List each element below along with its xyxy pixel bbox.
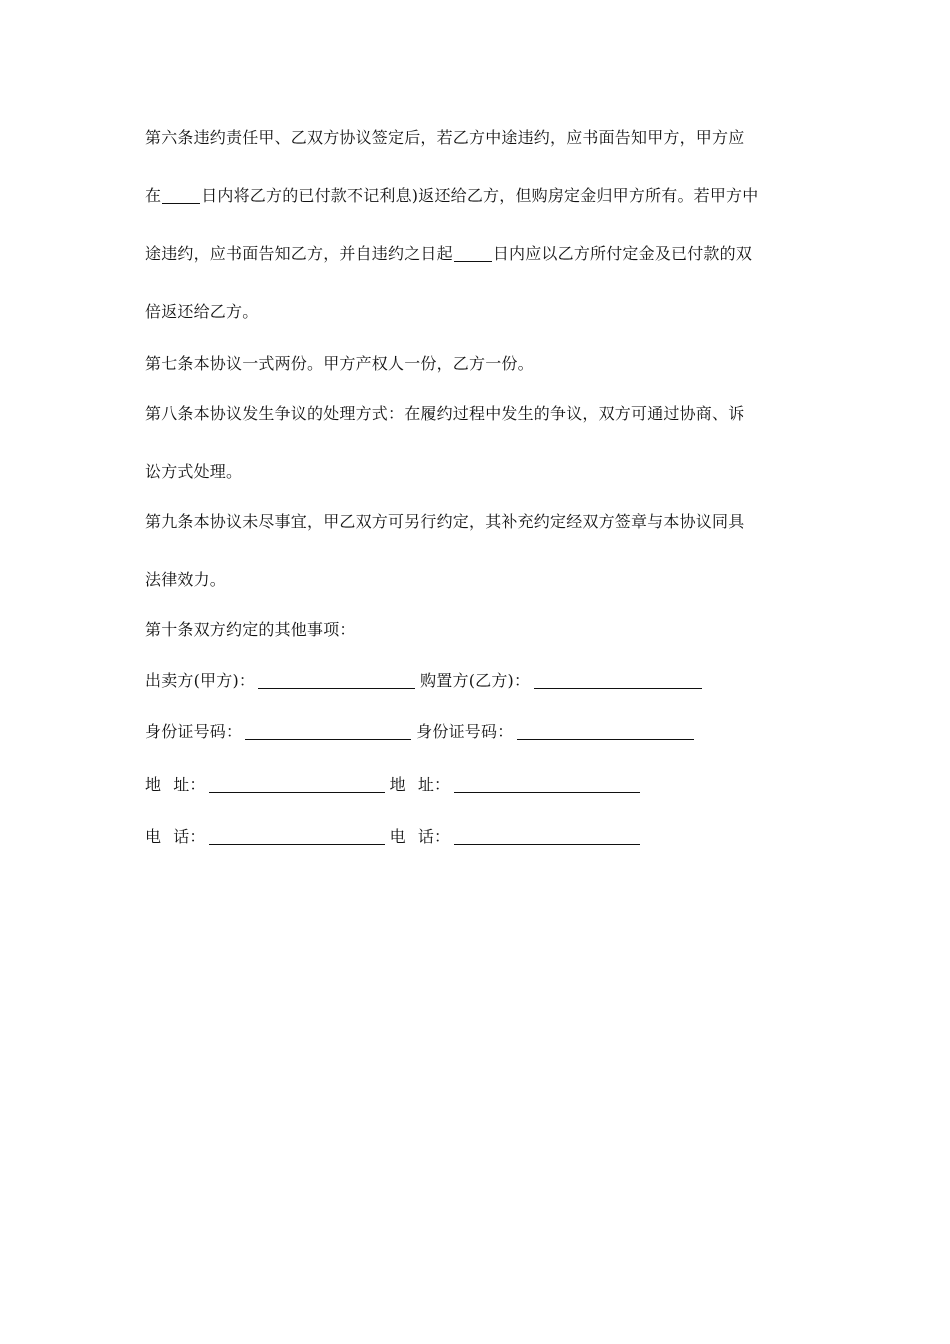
days-blank-1[interactable] [162, 187, 200, 204]
article-9-line-2: 法律效力。 [145, 570, 227, 589]
article-6-line-2 [145, 186, 758, 206]
article-6-line-3-suffix: 日内应以乙方所付定金及已付款的双 [492, 244, 753, 263]
article-6-line-3-prefix: 途违约，应书面告知乙方，并自违约之日起 [145, 244, 453, 263]
phone-row [145, 827, 640, 847]
seller-phone-label-a: 电 [145, 827, 162, 846]
article-6-line-4: 倍返还给乙方。 [145, 302, 259, 321]
seller-address-blank[interactable] [209, 776, 385, 793]
id-number-row [145, 722, 694, 742]
buyer-id-blank[interactable] [517, 723, 694, 740]
buyer-phone-label-a: 电 [389, 827, 406, 846]
buyer-blank[interactable] [534, 672, 702, 689]
buyer-phone-blank[interactable] [454, 828, 640, 845]
buyer-id-label: 身份证号码： [416, 722, 514, 741]
article-10: 第十条双方约定的其他事项： [145, 620, 356, 639]
article-9-line-1: 第九条本协议未尽事宜，甲乙双方可另行约定，其补充约定经双方签章与本协议同具 [145, 512, 745, 531]
seller-address-label-b: 址： [173, 775, 206, 794]
days-blank-2[interactable] [454, 245, 492, 262]
seller-id-label: 身份证号码： [145, 722, 243, 741]
seller-label: 出卖方(甲方)： [145, 671, 256, 690]
address-row [145, 775, 640, 795]
buyer-address-label-b: 址： [417, 775, 451, 794]
article-6-line-2-prefix: 在 [145, 186, 162, 205]
seller-phone-label-b: 话： [173, 827, 206, 846]
party-row [145, 671, 702, 691]
buyer-address-label-a: 地 [389, 775, 406, 794]
article-8-line-2: 讼方式处理。 [145, 462, 243, 481]
buyer-phone-label-b: 话： [417, 827, 451, 846]
article-6-line-1: 第六条违约责任甲、乙双方协议签定后，若乙方中途违约，应书面告知甲方，甲方应 [145, 128, 745, 147]
buyer-label: 购置方(乙方)： [420, 671, 531, 690]
article-8-line-1: 第八条本协议发生争议的处理方式：在履约过程中发生的争议，双方可通过协商、诉 [145, 404, 745, 423]
seller-phone-blank[interactable] [209, 828, 385, 845]
article-6-line-3 [145, 244, 752, 264]
buyer-address-blank[interactable] [454, 776, 640, 793]
article-7: 第七条本协议一式两份。甲方产权人一份，乙方一份。 [145, 354, 534, 373]
seller-blank[interactable] [258, 672, 415, 689]
seller-address-label-a: 地 [145, 775, 162, 794]
seller-id-blank[interactable] [245, 723, 411, 740]
article-6-line-2-suffix: 日内将乙方的已付款不记利息)返还给乙方，但购房定金归甲方所有。若甲方中 [201, 186, 759, 205]
